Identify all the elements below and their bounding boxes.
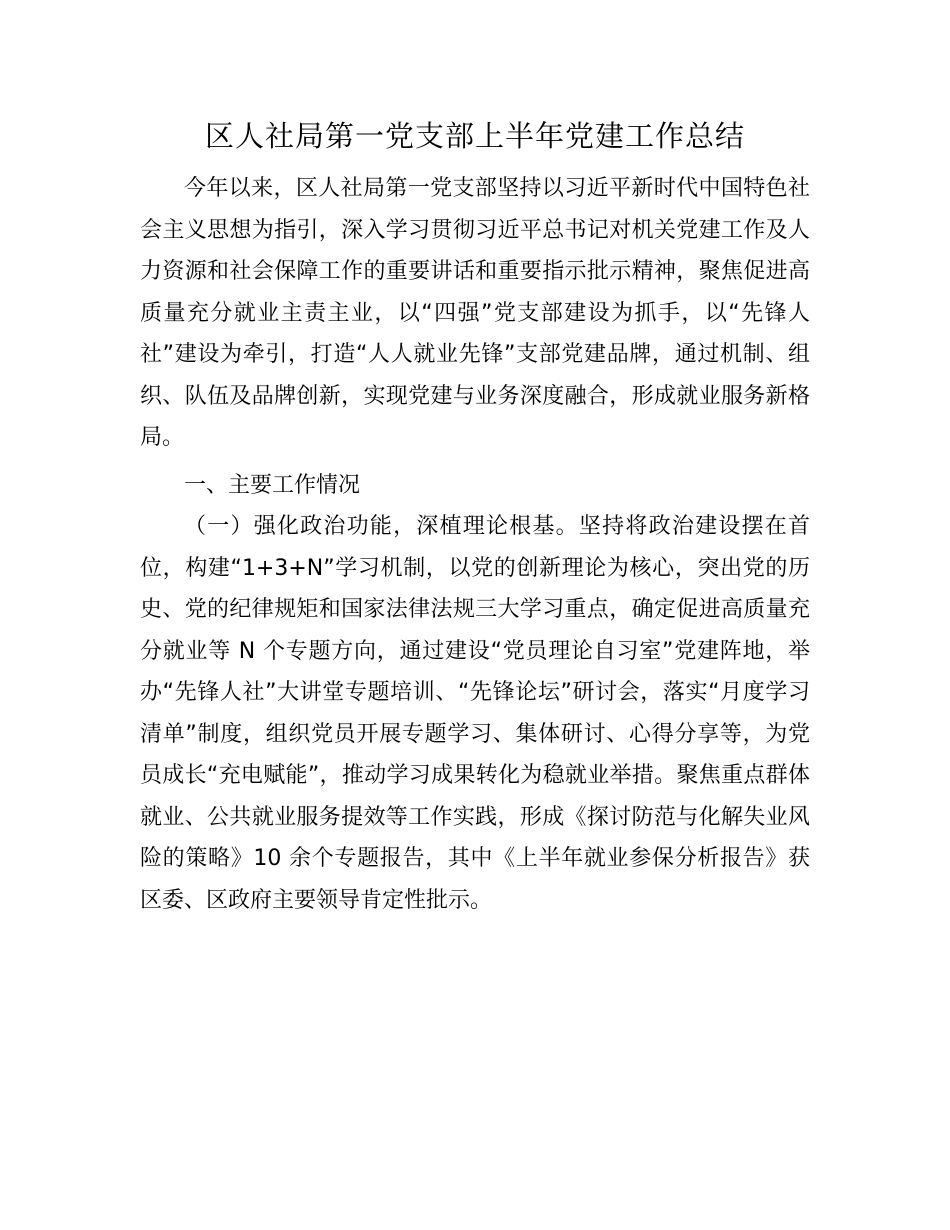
document-title: 区人社局第一党支部上半年党建工作总结 [204,119,745,153]
document-body [140,168,810,921]
intro-paragraph: 今年以来，区人社局第一党支部坚持以习近平新时代中国特色社会主义思想为指引，深入学习贯彻习近平总书记对机关党建工作及人力资源和社会保障工作的重要讲话和重要指示批示精神，聚焦促进高质量充分就业主责主业，以“四强”党支部建设为抓手，以“先锋人社”建设为牵引，打造“人人就业先锋”支部党建品牌，通过机制、组织、队伍及品牌创新，实现党建与业务深度融合，形成就业服务新格局。 [140,176,810,450]
section-paragraph: （一）强化政治功能，深植理论根基。坚持将政治建设摆在首位，构建“1+3+N”学习机制，以党的创新理论为核心，突出党的历史、党的纪律规矩和国家法律法规三大学习重点，确定促进高质量充分就业等 N 个专题方向，通过建设“党员理论自习室”党建阵地，举办“先锋人社”大讲堂专题培训、“先锋论坛”研讨会，落实“月度学习清单”制度，组织党员开展专题学习、集体研讨、心得分享等，为党员成长“充电赋能”，推动学习成果转化为稳就业举措。聚焦重点群体就业、公共就业服务提效等工作实践，形成《探讨防范与化解失业风险的策略》10 余个专题报告，其中《上半年就业参保分析报告》获区委、区政府主要领导肯定性批示。 [140,514,810,913]
section-heading: 一、主要工作情况 [184,472,361,498]
